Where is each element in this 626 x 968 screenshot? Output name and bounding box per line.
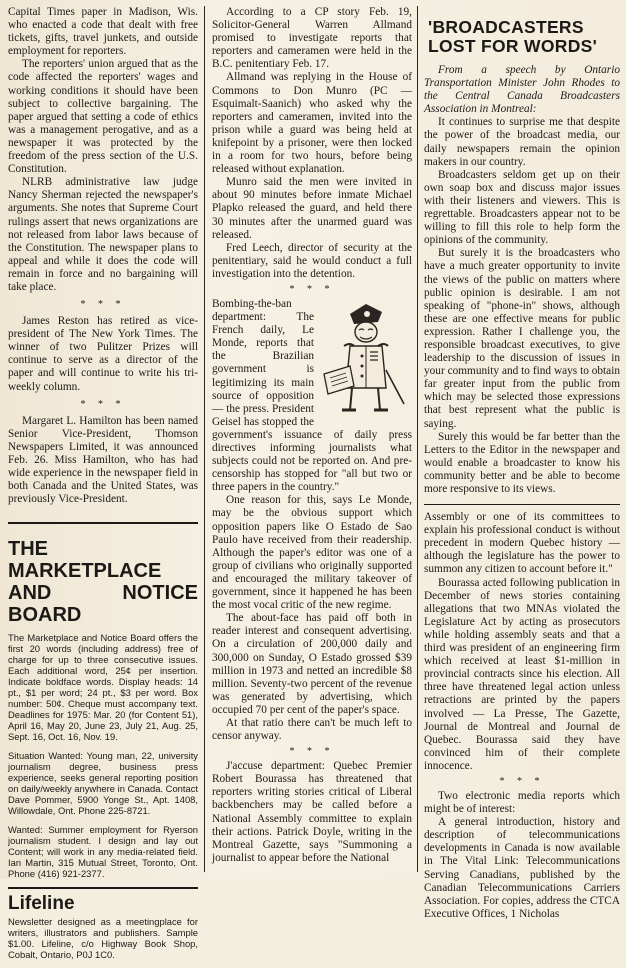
article-paragraph: Allmand was replying in the House of Commons to Don Munro (PC — Esquimalt-Saanich) who asked why the reporters and cameramen, invited into the prison while a guard was being held at knifepoint by a prisoner, were then locked in a room for two hours, before being released without explanation. [212,71,412,176]
article-intro: From a speech by Ontario Transportation Minister John Rhodes to the Central Canada Broadcasters Association in Montreal: [424,64,620,116]
article-paragraph: A general introduction, history and description of telecommunications developments in Canada is now available in The Vital Link: Telecommunications Serving Canadians, published by the Canadian Telecommunications Carriers Association. For copies, address the CTCA Executive Offices, 1 Nicholas [424,816,620,920]
column-2 [212,6,412,865]
column-3 [424,6,620,921]
article-paragraph: J'accuse department: Quebec Premier Robert Bourassa has threatened that reporters writing stories critical of Liberal backbenchers may be called before a National Assembly committee to explain their actions. Patrick Doyle, writing in the Montreal Gazette, says "Summoning a journalist to appear before the National [212,760,412,864]
lifeline-title: Lifeline [8,893,75,915]
marketplace-rule [8,522,198,524]
headline: 'BROADCASTERS LOST FOR WORDS' [428,17,598,56]
article-paragraph: It continues to surprise me that despite the power of the broadcast media, our daily newspapers remain the opinion makers in our country. [424,116,620,168]
article-paragraph: According to a CP story Feb. 19, Solicitor-General Warren Allmand promised to investigate reports that reporters and cameramen were held in the B.C. penitentiary Feb. 17. [212,6,412,71]
column-rule [204,6,205,872]
article-paragraph: Capital Times paper in Madison, Wis. who enacted a code that dealt with free tickets, gifts, travel junkets, and outside employment for reporters. [8,6,198,58]
box-rule [424,504,620,505]
article-paragraph: The about-face has paid off both in reader interest and consequent advertising. On a circulation of 200,000 daily and 300,000 on Sunday, O Estado grossed $39 million in 1973 and netted an incredible $8 million. Seventy-two percent of the revenue was generated by advertising, which occupied 70 per cent of the paper's space. [212,612,412,716]
section-divider: * * * [499,775,545,787]
article-paragraph: James Reston has retired as vice-president of The New York Times. The winner of two Pulitzer Prizes will continue to serve as a director of the paper and will continue to write his tri-weekly column. [8,315,198,393]
marketplace-title: THE MARKETPLACE AND NOTICE BOARD [8,538,198,627]
article-paragraph: Surely this would be far better than the Letters to the Editor in the newspaper and would enable a broadcaster to know his community better and be able to become more responsive to its views. [424,430,620,495]
article-paragraph: Assembly or one of its committees to explain his professional conduct is without precedent in modern Quebec history — although the legislature has the power to summon any citizen to account before it." [424,511,620,576]
cartoon-illustration [320,300,412,414]
classified-ad: Wanted: Summer employment for Ryerson journalism student. I design and lay out Content; will work in any media-related field. Ian Martin, 315 Mutual Street, Toronto, Ont. Phone (416) 921-2377. [8,824,198,880]
article-paragraph: The reporters' union argued that as the code affected the reporters' wages and working conditions it should have been subject to collective bargaining. The paper argued that setting a code of ethics was a management perogative, and as a newspaper it was protected by the freedom of the press section of the U.S. Constitution. [8,58,198,176]
marketplace-intro: The Marketplace and Notice Board offers the first 20 words (including address) free of charge for up to three consecutive issues. Each additional word, 25¢ per insertion. Indicate boldface words. Display heads: 14 pt., $1 per word; 24 pt., $3 per word. Box number: 50¢. Cheque must accompany text. Deadlines for 1975: Mar. 20 (for Content 51), April 16, May 20, June 23, July 21, Aug. 25, Sept. 16, Oct. 16, Nov. 19. [8,632,198,743]
section-divider: * * * [289,283,335,295]
article-paragraph: At that ratio there can't be much left to censor anyway. [212,716,412,743]
article-paragraph: Fred Leech, director of security at the penitentiary, said he would conduct a full investigation into the detention. [212,241,412,280]
lifeline-text: Newsletter designed as a meetingplace for writers, illustrators and publishers. Sample $1.00. Lifeline, c/o Highway Book Shop, Cobalt, Ontario, P0J 1C0. [8,916,198,961]
classified-ad: Situation Wanted: Young man, 22, university journalism degree, business press experience, seeks general reporting position on daily/weekly anywhere in Canada. Contact Dave Pommer, 5900 Yonge St., Apt. 1408, Willowdale, Ont. Phone 225-8721. [8,750,198,817]
article-paragraph: Bourassa acted following publication in December of news stories containing allegations that two MNAs violated the Legislature Act by acting as prosecutors while holding assembly seats and that a third was president of an engineering firm which received at least $1-million in provincial contracts since his election. All three have threatened legal action unless retractions are printed by the papers involved — La Presse, The Gazette, Journal de Montreal and Journal de Quebec. Bourassa said they have convinced him of their complete innocence. [424,576,620,772]
article-paragraph: NLRB administrative law judge Nancy Sherman rejected the newspaper's arguments. She notes that Supreme Court rulings assert that news organizations are not released from labor laws because of the Constitution. The newspaper plans to appeal and while it does the code will remain in force and no bargaining will take place. [8,176,198,293]
article-paragraph: Munro said the men were invited in about 90 minutes before inmate Michael Plapko released the guard, and held there 30 minutes after the unarmed guard was released. [212,176,412,241]
section-divider: * * * [80,299,126,311]
lifeline-rule [8,887,198,889]
article-paragraph: Bombing-the-ban department: The French daily, Le Monde, reports that the Brazilian government is legitimizing its main source of opposition — the press. President Geisel has stopped the government's issuance of daily press directives informing journalists what subjects could not be reported on. And pre-censorship has stopped for "all but two or three papers in the country." [212,297,412,494]
article-paragraph: Two electronic media reports which might be of interest: [424,789,620,816]
section-divider: * * * [289,746,335,758]
section-divider: * * * [80,398,126,410]
article-paragraph: But surely it is the broadcasters who have a much greater opportunity to invite the views of the public on matters where public opinion is desirable. I am not speaking of "phone-in" shows, although these are one effective means for public expression. Rather I challenge you, the responsible broadcast executives, to give leadership to the discussion of issues in your community and to find ways to obtain far greater input from the public from which may be selected those expressions that best represent what the public is saying. [424,247,620,430]
column-rule [417,6,418,872]
article-paragraph: One reason for this, says Le Monde, may be the obvious support which opposition papers like O Estado de Sao Paulo have received from their readership. Although the paper's editor was one of a group of civilians who originally supported and encouraged the military takeover of government, since it happened he has been the most vocal critic of the new regime. [212,494,412,612]
column-1 [8,6,198,968]
article-paragraph: Broadcasters seldom get up on their own soap box and discuss major issues with their listeners and viewers. This is regrettable. Broadcasters appear not to be willing to fill this role to help form the opinions of the community. [424,168,620,247]
article-paragraph: Margaret L. Hamilton has been named Senior Vice-President, Thomson Newspapers Limited, it was announced Feb. 26. Miss Hamilton, who has had wide experience in the newspaper field in both Canada and the United States, was previously Vice-President. [8,414,198,506]
